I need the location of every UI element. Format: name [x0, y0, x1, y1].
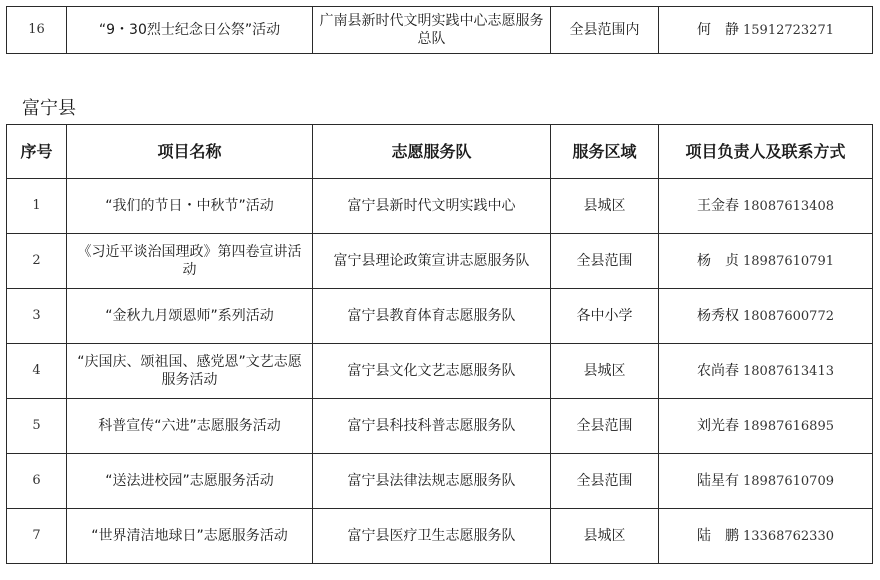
volunteer-team: 富宁县医疗卫生志愿服务队 — [313, 509, 551, 564]
volunteer-team: 富宁县文化文艺志愿服务队 — [313, 344, 551, 399]
contact-person: 杨 贞 — [697, 252, 739, 269]
contact-cell — [659, 344, 873, 399]
table-row — [7, 7, 873, 54]
contact-person: 何 静 — [697, 21, 739, 38]
header-service-area: 服务区域 — [551, 125, 659, 179]
row-number: 16 — [7, 7, 67, 54]
contact-cell — [659, 234, 873, 289]
header-contact: 项目负责人及联系方式 — [659, 125, 873, 179]
row-number: 7 — [7, 509, 67, 564]
contact-person: 刘光春 — [697, 417, 739, 434]
service-area: 各中小学 — [551, 289, 659, 344]
contact-cell — [659, 399, 873, 454]
contact-phone: 18987610791 — [743, 253, 834, 269]
contact-person: 陆 鹏 — [697, 527, 739, 544]
volunteer-team: 富宁县理论政策宣讲志愿服务队 — [313, 234, 551, 289]
funing-project-table — [6, 124, 873, 564]
row-number: 6 — [7, 454, 67, 509]
contact-cell — [659, 7, 873, 54]
header-volunteer-team: 志愿服务队 — [313, 125, 551, 179]
row-number: 2 — [7, 234, 67, 289]
header-number: 序号 — [7, 125, 67, 179]
contact-person: 陆星有 — [697, 472, 739, 489]
contact-person: 王金春 — [697, 197, 739, 214]
project-name: 科普宣传“六进”志愿服务活动 — [67, 399, 313, 454]
contact-phone: 18087613408 — [743, 198, 834, 214]
contact-phone: 18087613413 — [743, 363, 834, 379]
contact-phone: 15912723271 — [743, 22, 834, 38]
table-row — [7, 454, 873, 509]
header-project-name: 项目名称 — [67, 125, 313, 179]
guangnan-table-fragment — [6, 6, 873, 54]
project-name: “我们的节日・中秋节”活动 — [67, 179, 313, 234]
table-row — [7, 179, 873, 234]
project-name: “送法进校园”志愿服务活动 — [67, 454, 313, 509]
contact-cell — [659, 289, 873, 344]
project-name: “庆国庆、颂祖国、感党恩”文艺志愿服务活动 — [67, 344, 313, 399]
contact-phone: 13368762330 — [743, 528, 834, 544]
row-number: 4 — [7, 344, 67, 399]
row-number: 1 — [7, 179, 67, 234]
service-area: 全县范围 — [551, 454, 659, 509]
volunteer-team: 富宁县科技科普志愿服务队 — [313, 399, 551, 454]
service-area: 县城区 — [551, 344, 659, 399]
service-area: 全县范围内 — [551, 7, 659, 54]
contact-phone: 18987610709 — [743, 473, 834, 489]
volunteer-team: 富宁县新时代文明实践中心 — [313, 179, 551, 234]
contact-phone: 18987616895 — [743, 418, 834, 434]
table-row — [7, 509, 873, 564]
contact-person: 杨秀权 — [697, 307, 739, 324]
contact-phone: 18087600772 — [743, 308, 834, 324]
volunteer-team: 广南县新时代文明实践中心志愿服务总队 — [313, 7, 551, 54]
table-row — [7, 234, 873, 289]
project-name: “9・30烈士纪念日公祭”活动 — [67, 7, 313, 54]
service-area: 全县范围 — [551, 234, 659, 289]
section-title: 富宁县 — [22, 98, 76, 119]
table-header-row — [7, 125, 873, 179]
service-area: 全县范围 — [551, 399, 659, 454]
volunteer-team: 富宁县教育体育志愿服务队 — [313, 289, 551, 344]
project-name: “金秋九月颂恩师”系列活动 — [67, 289, 313, 344]
contact-cell — [659, 454, 873, 509]
service-area: 县城区 — [551, 509, 659, 564]
service-area: 县城区 — [551, 179, 659, 234]
row-number: 5 — [7, 399, 67, 454]
table-row — [7, 289, 873, 344]
table-row — [7, 344, 873, 399]
contact-cell — [659, 179, 873, 234]
contact-cell — [659, 509, 873, 564]
project-name: 《习近平谈治国理政》第四卷宣讲活动 — [67, 234, 313, 289]
row-number: 3 — [7, 289, 67, 344]
project-name: “世界清洁地球日”志愿服务活动 — [67, 509, 313, 564]
table-row — [7, 399, 873, 454]
contact-person: 农尚春 — [697, 362, 739, 379]
volunteer-team: 富宁县法律法规志愿服务队 — [313, 454, 551, 509]
